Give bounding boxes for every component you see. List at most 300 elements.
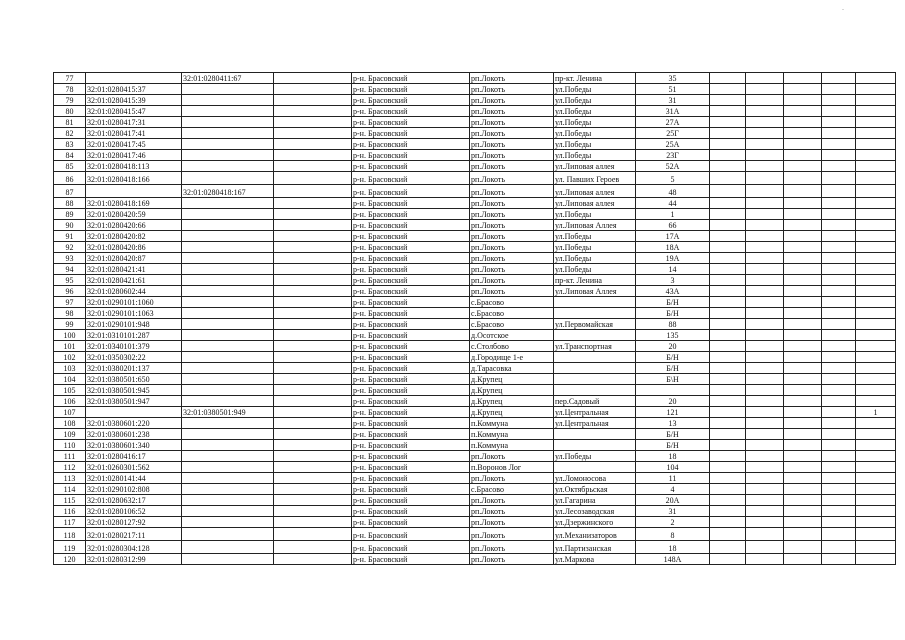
region-cell: р-н. Брасовский xyxy=(352,220,470,231)
street-cell: ул.Лесозаводская xyxy=(554,506,636,517)
empty-cell xyxy=(784,396,822,407)
cadastral-number xyxy=(86,73,182,84)
empty-cell xyxy=(746,341,784,352)
cadastral-number: 32:01:0380201:137 xyxy=(86,363,182,374)
region-cell: р-н. Брасовский xyxy=(352,418,470,429)
row-number: 116 xyxy=(54,506,86,517)
row-number: 114 xyxy=(54,484,86,495)
empty-cell xyxy=(710,396,746,407)
cadastral-number-parent xyxy=(182,84,274,95)
row-number: 96 xyxy=(54,286,86,297)
table-row xyxy=(54,150,896,161)
flag-cell xyxy=(856,330,896,341)
flag-cell xyxy=(856,73,896,84)
empty-cell xyxy=(822,117,856,128)
empty-cell xyxy=(710,528,746,541)
house-number-cell: 8 xyxy=(636,528,710,541)
cadastral-number-parent xyxy=(182,363,274,374)
street-cell xyxy=(554,297,636,308)
empty-cell xyxy=(710,198,746,209)
house-number-cell: 66 xyxy=(636,220,710,231)
row-number: 100 xyxy=(54,330,86,341)
settlement-cell: рп.Локоть xyxy=(470,172,554,185)
street-cell: ул.Центральная xyxy=(554,418,636,429)
settlement-cell: рп.Локоть xyxy=(470,554,554,565)
house-number-cell: 44 xyxy=(636,198,710,209)
flag-cell xyxy=(856,528,896,541)
empty-cell xyxy=(746,275,784,286)
settlement-cell: рп.Локоть xyxy=(470,506,554,517)
street-cell: ул.Первомайская xyxy=(554,319,636,330)
empty-cell xyxy=(822,286,856,297)
row-number: 111 xyxy=(54,451,86,462)
empty-cell xyxy=(822,495,856,506)
street-cell: ул.Победы xyxy=(554,231,636,242)
flag-cell xyxy=(856,341,896,352)
row-number: 107 xyxy=(54,407,86,418)
settlement-cell: рп.Локоть xyxy=(470,95,554,106)
cadastral-number-parent: 32:01:0380501:949 xyxy=(182,407,274,418)
flag-cell xyxy=(856,185,896,198)
house-number-cell: 23Г xyxy=(636,150,710,161)
region-cell: р-н. Брасовский xyxy=(352,150,470,161)
empty-cell xyxy=(710,418,746,429)
empty-cell xyxy=(746,319,784,330)
cadastral-number-parent xyxy=(182,418,274,429)
empty-cell xyxy=(784,286,822,297)
settlement-cell: рп.Локоть xyxy=(470,84,554,95)
street-cell xyxy=(554,363,636,374)
empty-cell xyxy=(274,352,352,363)
row-number: 102 xyxy=(54,352,86,363)
table-row xyxy=(54,185,896,198)
cadastral-number-parent xyxy=(182,352,274,363)
empty-cell xyxy=(746,172,784,185)
cadastral-number-parent xyxy=(182,264,274,275)
empty-cell xyxy=(822,150,856,161)
flag-cell xyxy=(856,117,896,128)
settlement-cell: рп.Локоть xyxy=(470,528,554,541)
flag-cell xyxy=(856,95,896,106)
empty-cell xyxy=(822,506,856,517)
empty-cell xyxy=(710,106,746,117)
empty-cell xyxy=(710,330,746,341)
empty-cell xyxy=(710,385,746,396)
house-number-cell: 3 xyxy=(636,275,710,286)
row-number: 90 xyxy=(54,220,86,231)
region-cell: р-н. Брасовский xyxy=(352,231,470,242)
row-number: 84 xyxy=(54,150,86,161)
cadastral-number: 32:01:0280417:41 xyxy=(86,128,182,139)
street-cell: ул.Дзержинского xyxy=(554,517,636,528)
empty-cell xyxy=(710,495,746,506)
region-cell: р-н. Брасовский xyxy=(352,106,470,117)
row-number: 97 xyxy=(54,297,86,308)
house-number-cell: 18А xyxy=(636,242,710,253)
region-cell: р-н. Брасовский xyxy=(352,385,470,396)
empty-cell xyxy=(710,286,746,297)
empty-cell xyxy=(274,473,352,484)
table-row xyxy=(54,242,896,253)
empty-cell xyxy=(784,462,822,473)
empty-cell xyxy=(746,95,784,106)
region-cell: р-н. Брасовский xyxy=(352,506,470,517)
empty-cell xyxy=(784,117,822,128)
street-cell: ул.Октябрьская xyxy=(554,484,636,495)
table-row xyxy=(54,352,896,363)
table-row xyxy=(54,506,896,517)
region-cell: р-н. Брасовский xyxy=(352,451,470,462)
empty-cell xyxy=(784,528,822,541)
table-row xyxy=(54,554,896,565)
table-row xyxy=(54,396,896,407)
settlement-cell: д.Крупец xyxy=(470,374,554,385)
region-cell: р-н. Брасовский xyxy=(352,473,470,484)
empty-cell xyxy=(710,172,746,185)
row-number: 93 xyxy=(54,253,86,264)
street-cell: пр-кт. Ленина xyxy=(554,73,636,84)
flag-cell: 1 xyxy=(856,407,896,418)
empty-cell xyxy=(274,275,352,286)
empty-cell xyxy=(822,541,856,554)
street-cell: ул.Победы xyxy=(554,84,636,95)
flag-cell xyxy=(856,517,896,528)
empty-cell xyxy=(274,231,352,242)
street-cell: ул.Победы xyxy=(554,150,636,161)
empty-cell xyxy=(784,297,822,308)
empty-cell xyxy=(822,209,856,220)
table-row xyxy=(54,95,896,106)
empty-cell xyxy=(746,418,784,429)
empty-cell xyxy=(784,185,822,198)
settlement-cell: п.Коммуна xyxy=(470,440,554,451)
empty-cell xyxy=(274,554,352,565)
street-cell: ул.Липовая аллея xyxy=(554,161,636,172)
empty-cell xyxy=(710,517,746,528)
empty-cell xyxy=(784,242,822,253)
empty-cell xyxy=(784,161,822,172)
empty-cell xyxy=(822,385,856,396)
empty-cell xyxy=(784,418,822,429)
empty-cell xyxy=(822,440,856,451)
cadastral-number: 32:01:0280418:169 xyxy=(86,198,182,209)
flag-cell xyxy=(856,554,896,565)
cadastral-number-parent xyxy=(182,286,274,297)
house-number-cell: 104 xyxy=(636,462,710,473)
flag-cell xyxy=(856,172,896,185)
page-mark: . xyxy=(842,3,844,12)
table-row xyxy=(54,297,896,308)
empty-cell xyxy=(274,541,352,554)
house-number-cell: 4 xyxy=(636,484,710,495)
cadastral-number: 32:01:0380501:947 xyxy=(86,396,182,407)
row-number: 98 xyxy=(54,308,86,319)
flag-cell xyxy=(856,418,896,429)
flag-cell xyxy=(856,429,896,440)
table-row xyxy=(54,220,896,231)
table-row xyxy=(54,517,896,528)
house-number-cell: 20 xyxy=(636,396,710,407)
empty-cell xyxy=(746,73,784,84)
cadastral-number-parent xyxy=(182,541,274,554)
row-number: 104 xyxy=(54,374,86,385)
house-number-cell: 48 xyxy=(636,185,710,198)
street-cell: ул.Победы xyxy=(554,106,636,117)
settlement-cell: рп.Локоть xyxy=(470,541,554,554)
empty-cell xyxy=(746,330,784,341)
empty-cell xyxy=(822,185,856,198)
settlement-cell: рп.Локоть xyxy=(470,253,554,264)
cadastral-number-parent xyxy=(182,473,274,484)
cadastral-number-parent xyxy=(182,517,274,528)
row-number: 89 xyxy=(54,209,86,220)
empty-cell xyxy=(710,275,746,286)
settlement-cell: д.Городище 1-е xyxy=(470,352,554,363)
flag-cell xyxy=(856,484,896,495)
table-row xyxy=(54,319,896,330)
empty-cell xyxy=(784,253,822,264)
empty-cell xyxy=(746,150,784,161)
street-cell xyxy=(554,330,636,341)
region-cell: р-н. Брасовский xyxy=(352,554,470,565)
cadastral-number-parent xyxy=(182,396,274,407)
empty-cell xyxy=(784,352,822,363)
flag-cell xyxy=(856,242,896,253)
cadastral-number: 32:01:0340101:379 xyxy=(86,341,182,352)
empty-cell xyxy=(822,139,856,150)
house-number-cell: 20А xyxy=(636,495,710,506)
region-cell: р-н. Брасовский xyxy=(352,264,470,275)
empty-cell xyxy=(822,275,856,286)
street-cell: ул.Победы xyxy=(554,95,636,106)
house-number-cell: 18 xyxy=(636,451,710,462)
cadastral-number-parent xyxy=(182,374,274,385)
cadastral-number: 32:01:0280632:17 xyxy=(86,495,182,506)
region-cell: р-н. Брасовский xyxy=(352,374,470,385)
cadastral-number: 32:01:0280415:39 xyxy=(86,95,182,106)
empty-cell xyxy=(710,161,746,172)
flag-cell xyxy=(856,139,896,150)
settlement-cell: рп.Локоть xyxy=(470,73,554,84)
settlement-cell: рп.Локоть xyxy=(470,231,554,242)
empty-cell xyxy=(784,231,822,242)
empty-cell xyxy=(710,484,746,495)
table-row xyxy=(54,253,896,264)
settlement-cell: рп.Локоть xyxy=(470,286,554,297)
cadastral-number: 32:01:0380601:238 xyxy=(86,429,182,440)
cadastral-number: 32:01:0280420:66 xyxy=(86,220,182,231)
empty-cell xyxy=(746,220,784,231)
empty-cell xyxy=(784,451,822,462)
flag-cell xyxy=(856,253,896,264)
row-number: 78 xyxy=(54,84,86,95)
region-cell: р-н. Брасовский xyxy=(352,541,470,554)
empty-cell xyxy=(274,161,352,172)
settlement-cell: д.Крупец xyxy=(470,407,554,418)
empty-cell xyxy=(710,374,746,385)
cadastral-number: 32:01:0290101:1063 xyxy=(86,308,182,319)
empty-cell xyxy=(784,150,822,161)
cadastral-number: 32:01:0280602:44 xyxy=(86,286,182,297)
cadastral-number: 32:01:0280421:41 xyxy=(86,264,182,275)
flag-cell xyxy=(856,161,896,172)
settlement-cell: рп.Локоть xyxy=(470,128,554,139)
empty-cell xyxy=(746,473,784,484)
flag-cell xyxy=(856,473,896,484)
empty-cell xyxy=(822,73,856,84)
street-cell: ул.Победы xyxy=(554,209,636,220)
table-row xyxy=(54,198,896,209)
empty-cell xyxy=(822,554,856,565)
row-number: 86 xyxy=(54,172,86,185)
flag-cell xyxy=(856,275,896,286)
table-row xyxy=(54,308,896,319)
empty-cell xyxy=(274,242,352,253)
empty-cell xyxy=(274,198,352,209)
table-row xyxy=(54,341,896,352)
house-number-cell: 148А xyxy=(636,554,710,565)
street-cell: ул.Гагарина xyxy=(554,495,636,506)
cadastral-number-parent xyxy=(182,528,274,541)
empty-cell xyxy=(746,451,784,462)
empty-cell xyxy=(746,139,784,150)
flag-cell xyxy=(856,451,896,462)
empty-cell xyxy=(710,429,746,440)
cadastral-number: 32:01:0280127:92 xyxy=(86,517,182,528)
region-cell: р-н. Брасовский xyxy=(352,286,470,297)
empty-cell xyxy=(274,319,352,330)
settlement-cell: рп.Локоть xyxy=(470,242,554,253)
empty-cell xyxy=(746,308,784,319)
flag-cell xyxy=(856,363,896,374)
empty-cell xyxy=(274,253,352,264)
region-cell: р-н. Брасовский xyxy=(352,341,470,352)
cadastral-number: 32:01:0280416:17 xyxy=(86,451,182,462)
house-number-cell: Б/Н xyxy=(636,440,710,451)
region-cell: р-н. Брасовский xyxy=(352,172,470,185)
empty-cell xyxy=(710,541,746,554)
house-number-cell: 88 xyxy=(636,319,710,330)
empty-cell xyxy=(822,231,856,242)
flag-cell xyxy=(856,84,896,95)
cadastral-number-parent xyxy=(182,341,274,352)
empty-cell xyxy=(274,220,352,231)
cadastral-number: 32:01:0280420:82 xyxy=(86,231,182,242)
empty-cell xyxy=(710,440,746,451)
region-cell: р-н. Брасовский xyxy=(352,517,470,528)
register-table xyxy=(53,72,896,565)
empty-cell xyxy=(784,484,822,495)
flag-cell xyxy=(856,462,896,473)
cadastral-number-parent xyxy=(182,462,274,473)
empty-cell xyxy=(274,495,352,506)
street-cell: пр-кт. Ленина xyxy=(554,275,636,286)
empty-cell xyxy=(746,517,784,528)
row-number: 108 xyxy=(54,418,86,429)
empty-cell xyxy=(822,473,856,484)
cadastral-number-parent xyxy=(182,440,274,451)
cadastral-number-parent xyxy=(182,106,274,117)
house-number-cell: 13 xyxy=(636,418,710,429)
empty-cell xyxy=(710,253,746,264)
flag-cell xyxy=(856,297,896,308)
cadastral-number-parent xyxy=(182,385,274,396)
cadastral-number: 32:01:0280417:45 xyxy=(86,139,182,150)
cadastral-number: 32:01:0280141:44 xyxy=(86,473,182,484)
table-row xyxy=(54,541,896,554)
row-number: 85 xyxy=(54,161,86,172)
row-number: 118 xyxy=(54,528,86,541)
cadastral-number-parent xyxy=(182,308,274,319)
empty-cell xyxy=(274,117,352,128)
flag-cell xyxy=(856,264,896,275)
table-row xyxy=(54,161,896,172)
row-number: 110 xyxy=(54,440,86,451)
street-cell xyxy=(554,462,636,473)
region-cell: р-н. Брасовский xyxy=(352,128,470,139)
row-number: 91 xyxy=(54,231,86,242)
flag-cell xyxy=(856,352,896,363)
settlement-cell: рп.Локоть xyxy=(470,275,554,286)
street-cell: ул.Транспортная xyxy=(554,341,636,352)
street-cell: ул.Партизанская xyxy=(554,541,636,554)
empty-cell xyxy=(746,128,784,139)
cadastral-number xyxy=(86,185,182,198)
cadastral-number-parent xyxy=(182,319,274,330)
table-row xyxy=(54,106,896,117)
settlement-cell: с.Брасово xyxy=(470,484,554,495)
settlement-cell: п.Коммуна xyxy=(470,418,554,429)
empty-cell xyxy=(746,352,784,363)
empty-cell xyxy=(746,484,784,495)
cadastral-number: 32:01:0310101:287 xyxy=(86,330,182,341)
table-row xyxy=(54,484,896,495)
street-cell: ул.Победы xyxy=(554,117,636,128)
house-number-cell: 19А xyxy=(636,253,710,264)
empty-cell xyxy=(822,528,856,541)
cadastral-number-parent: 32:01:0280411:67 xyxy=(182,73,274,84)
table-row xyxy=(54,462,896,473)
row-number: 92 xyxy=(54,242,86,253)
empty-cell xyxy=(784,220,822,231)
cadastral-number: 32:01:0280417:31 xyxy=(86,117,182,128)
street-cell: ул.Липовая Аллея xyxy=(554,220,636,231)
settlement-cell: д.Крупец xyxy=(470,385,554,396)
empty-cell xyxy=(822,374,856,385)
empty-cell xyxy=(274,363,352,374)
empty-cell xyxy=(274,264,352,275)
empty-cell xyxy=(784,330,822,341)
empty-cell xyxy=(710,139,746,150)
empty-cell xyxy=(746,242,784,253)
empty-cell xyxy=(746,106,784,117)
empty-cell xyxy=(822,396,856,407)
empty-cell xyxy=(784,198,822,209)
empty-cell xyxy=(784,506,822,517)
empty-cell xyxy=(784,308,822,319)
empty-cell xyxy=(274,84,352,95)
empty-cell xyxy=(822,462,856,473)
empty-cell xyxy=(710,73,746,84)
house-number-cell: 31 xyxy=(636,506,710,517)
empty-cell xyxy=(784,172,822,185)
table-row xyxy=(54,374,896,385)
region-cell: р-н. Брасовский xyxy=(352,95,470,106)
cadastral-number-parent xyxy=(182,220,274,231)
street-cell: ул.Липовая Аллея xyxy=(554,286,636,297)
empty-cell xyxy=(710,128,746,139)
region-cell: р-н. Брасовский xyxy=(352,462,470,473)
